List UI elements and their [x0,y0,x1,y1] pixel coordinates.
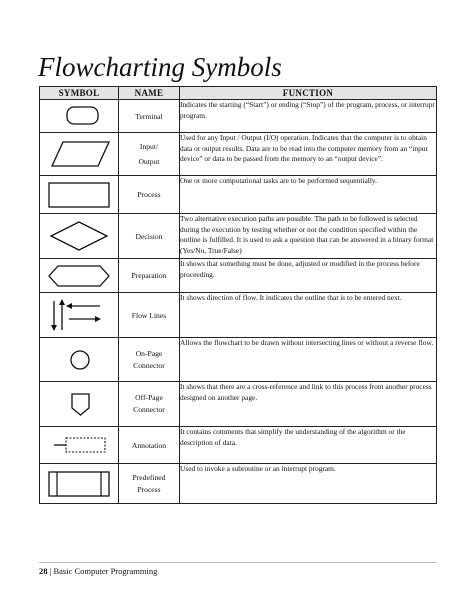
table-row [40,382,437,427]
preparation-symbol-icon [42,262,116,290]
terminal-symbol-icon [44,103,114,129]
name-column-header: NAME [119,87,180,100]
table-row [40,259,437,293]
table-row [40,464,437,504]
symbol-name: Flow Lines [119,293,180,338]
symbol-function: It shows that something must be done, adjusted or modified in the process before proceeding. [180,259,437,293]
symbol-name-text: Off-Page Connector [133,393,165,414]
table-row [40,133,437,176]
decision-symbol-icon [42,217,116,255]
symbol-cell [40,382,119,427]
table-row [40,176,437,214]
symbol-function: Indicates the starting (“Start”) or ending (“Stop”) of the program, process, or interrupt program. [180,100,437,133]
symbol-name-text: Predefined Process [132,472,166,494]
symbol-name [119,464,180,504]
process-symbol-icon [42,179,116,211]
symbol-name: Annotation [119,427,180,464]
symbol-function: It shows direction of flow. It indicates the outline that is to be entered next. [180,293,437,338]
table-header-row [40,87,437,100]
symbol-function: It contains comments that simplify the understanding of the algorithm or the description of data. [180,427,437,464]
symbol-column-header: SYMBOL [40,87,119,100]
page-title: Flowcharting Symbols [38,52,282,82]
symbol-function: It shows that there are a cross-reference and link to this process from another process designed on another page. [180,382,437,427]
symbol-cell [40,427,119,464]
symbol-name: Process [119,176,180,214]
symbol-cell [40,338,119,382]
symbol-cell [40,293,119,338]
symbol-name-text: Input/ Output [138,142,160,166]
symbol-cell [40,133,119,176]
symbol-cell [40,100,119,133]
page-number: 28 [39,566,48,576]
symbol-name [119,133,180,176]
footer-separator: | [47,566,54,576]
symbol-name: Terminal [119,100,180,133]
on-page-connector-symbol-icon [42,344,116,376]
table-row [40,338,437,382]
book-title: Basic Computer Programming [53,566,158,576]
symbol-function: Used for any Input / Output (I/O) operation. Indicates that the computer is to obtain data or output results. Data are to be read into the computer memory from an “input device” or data to be passed from the memory to an “output device”. [180,133,437,176]
symbol-name: Decision [119,214,180,259]
symbol-function: Used to invoke a subroutine or an interrupt program. [180,464,437,504]
symbol-name: Preparation [119,259,180,293]
annotation-symbol-icon [42,431,116,459]
symbol-cell [40,464,119,504]
table-row [40,214,437,259]
symbol-name [119,382,180,427]
symbol-cell [40,214,119,259]
predefined-process-symbol-icon [42,467,116,501]
table-row [40,100,437,133]
symbol-function: Allows the flowchart to be drawn without intersecting lines or without a reverse flow. [180,338,437,382]
off-page-connector-symbol-icon [42,387,116,421]
function-column-header: FUNCTION [180,87,437,100]
symbol-function: Two alternative execution paths are possible. The path to be followed is selected during the execution by testing whether or not the condition specified within the outline is fulfilled. It is used to ask a question that can be answered in a binary format (Yes/No, True/False) [180,214,437,259]
symbol-cell [40,176,119,214]
flowchart-symbols-table [39,86,437,504]
symbol-function: One or more computational tasks are to be performed sequentially. [180,176,437,214]
table-row [40,293,437,338]
table-row [40,427,437,464]
footer-divider [39,562,436,563]
symbol-cell [40,259,119,293]
input-output-symbol-icon [42,138,116,170]
symbol-name [119,338,180,382]
flow-lines-symbol-icon [42,295,116,335]
symbol-name-text: On-Page Connector [133,348,165,370]
page-footer [39,566,157,576]
